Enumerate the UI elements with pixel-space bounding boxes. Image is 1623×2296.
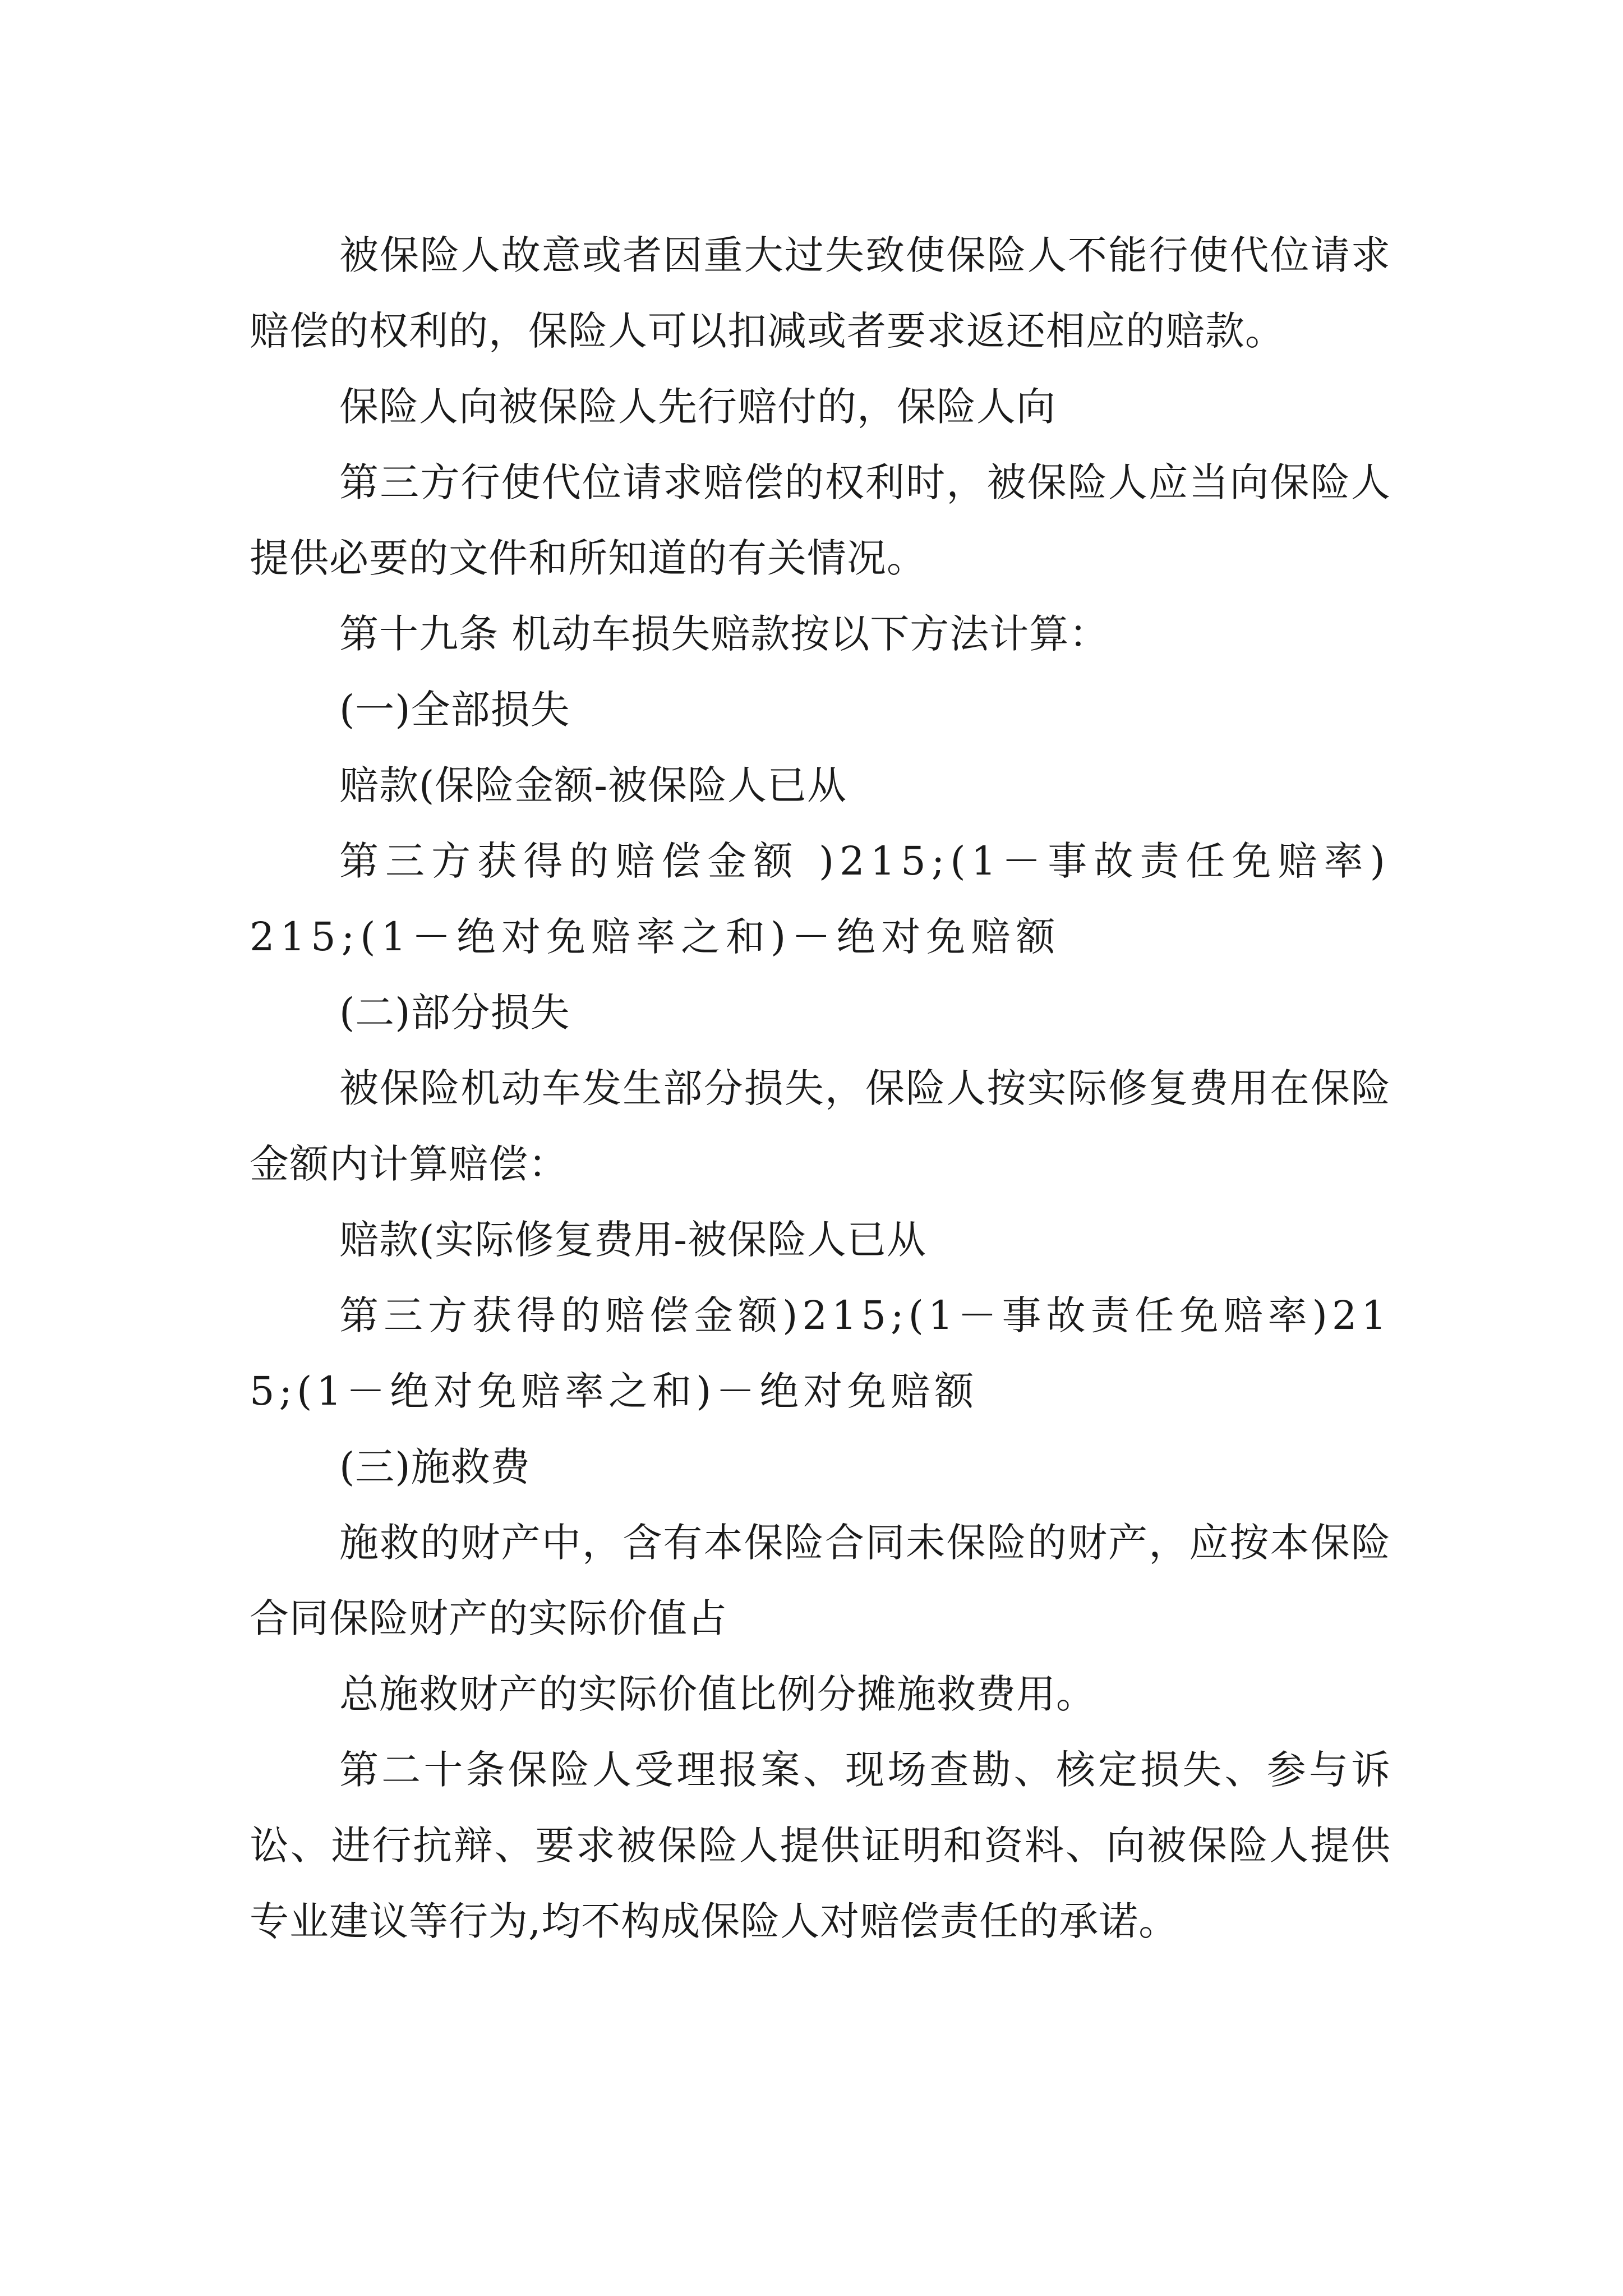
paragraph: 赔款(实际修复费用-被保险人已从 <box>339 1217 926 1263</box>
paragraph: 第十九条 机动车损失赔款按以下方法计算： <box>339 611 1109 657</box>
paragraph: 被保险机动车发生部分损失，保险人按实际修复费用在保险金额内计算赔偿： <box>250 1065 1391 1187</box>
paragraph: 第三方行使代位请求赔偿的权利时，被保险人应当向保险人提供必要的文件和所知道的有关情况。 <box>250 459 1391 581</box>
paragraph: 第二十条保险人受理报案、现场查勘、核定损失、参与诉讼、进行抗辩、要求被保险人提供证明和资料、向被保险人提供专业建议等行为,均不构成保险人对赔偿责任的承诺。 <box>250 1747 1391 1944</box>
paragraph: 赔款(保险金额-被保险人已从 <box>339 762 847 808</box>
paragraph: (一)全部损失 <box>339 687 570 733</box>
paragraph: 施救的财产中，含有本保险合同未保险的财产，应按本保险合同保险财产的实际价值占 <box>250 1520 1391 1641</box>
paragraph: (三)施救费 <box>339 1444 531 1490</box>
paragraph: (二)部分损失 <box>339 990 570 1036</box>
formula-paragraph: 第三方获得的赔偿金额)215;(1－事故责任免赔率)215;(1－绝对免赔率之和)－绝对免赔额 <box>250 1292 1391 1414</box>
formula-paragraph: 第三方获得的赔偿金额 )215;(1－事故责任免赔率)215;(1－绝对免赔率之和)－绝对免赔额 <box>250 838 1391 960</box>
paragraph: 被保险人故意或者因重大过失致使保险人不能行使代位请求赔偿的权利的，保险人可以扣减或者要求返还相应的赔款。 <box>250 232 1391 354</box>
paragraph: 总施救财产的实际价值比例分摊施救费用。 <box>339 1671 1096 1717</box>
document-body <box>250 218 1391 1959</box>
paragraph: 保险人向被保险人先行赔付的，保险人向 <box>339 384 1056 430</box>
